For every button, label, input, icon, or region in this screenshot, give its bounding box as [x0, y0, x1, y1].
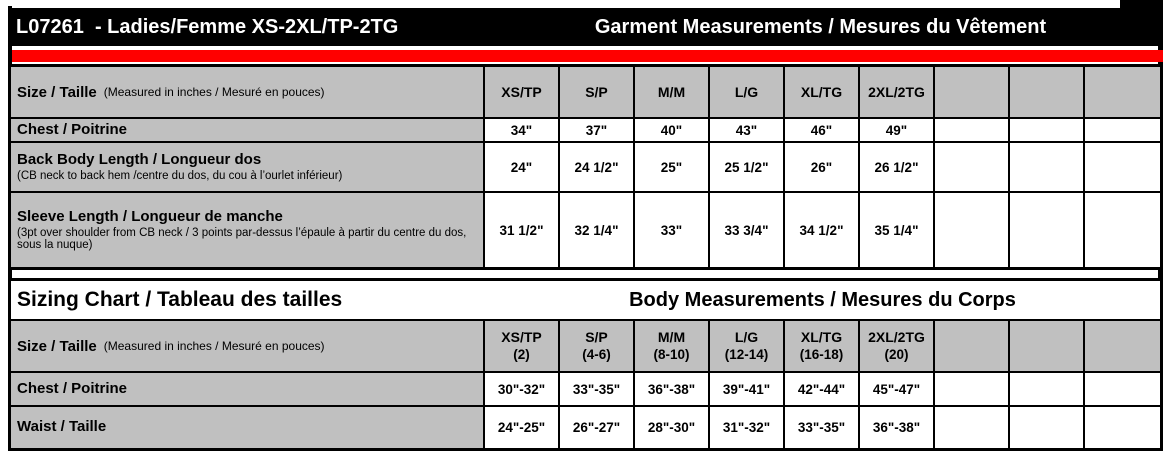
value-cell: 45"-47": [860, 373, 935, 407]
value-cell: 49": [860, 119, 935, 143]
row-label: Back Body Length / Longueur dos: [17, 151, 262, 169]
value-cell: 43": [710, 119, 785, 143]
row-label: Sleeve Length / Longueur de manche: [17, 207, 283, 225]
value-cell-empty: [1010, 119, 1085, 143]
size-header-note: (Measured in inches / Mesuré en pouces): [103, 339, 325, 353]
row-label-cell: [11, 119, 485, 143]
size-name: L/G: [734, 329, 759, 346]
row-label-cell: [11, 143, 485, 193]
size-col-header: L/G: [710, 67, 785, 119]
size-name: XS/TP: [501, 329, 542, 346]
row-label-cell: [11, 193, 485, 267]
value-cell: 24": [485, 143, 560, 193]
value-cell: 42"-44": [785, 373, 860, 407]
value-cell-empty: [935, 407, 1010, 448]
size-name: M/M: [657, 329, 686, 346]
size-col-header: [560, 321, 635, 373]
row-note: (CB neck to back hem /centre du dos, du cou à l’ourlet inférieur): [17, 169, 343, 182]
red-divider-stripe: [12, 50, 1163, 62]
body-measurements-title: Body Measurements / Mesures du Corps: [629, 288, 1016, 311]
value-cell: 46": [785, 119, 860, 143]
value-cell: 25": [635, 143, 710, 193]
value-cell: 33"-35": [785, 407, 860, 448]
value-cell-empty: [1085, 193, 1160, 267]
size-header-note: (Measured in inches / Mesuré en pouces): [103, 85, 325, 99]
size-col-header: S/P: [560, 67, 635, 119]
value-cell-empty: [1010, 143, 1085, 193]
size-col-header: [710, 321, 785, 373]
value-cell: 34 1/2": [785, 193, 860, 267]
product-header-bar: [8, 8, 1163, 46]
size-header-label-cell: [11, 67, 485, 119]
body-measurements-table: [8, 278, 1163, 451]
value-cell: 32 1/4": [560, 193, 635, 267]
size-header-label-cell: [11, 321, 485, 373]
value-cell: 26"-27": [560, 407, 635, 448]
row-label: Chest / Poitrine: [17, 379, 128, 397]
value-cell: 35 1/4": [860, 193, 935, 267]
sizing-chart-title-row: [11, 281, 1160, 321]
value-cell-empty: [935, 373, 1010, 407]
value-cell-empty: [1085, 373, 1160, 407]
value-cell-empty: [1010, 373, 1085, 407]
size-header-label: Size / Taille: [17, 337, 97, 355]
garment-measurements-title: Garment Measurements / Mesures du Vêtement: [594, 15, 1047, 38]
value-cell: 33"-35": [560, 373, 635, 407]
size-col-header-empty: [935, 67, 1010, 119]
value-cell: 37": [560, 119, 635, 143]
row-label: Waist / Taille: [17, 418, 107, 436]
size-col-header: [860, 321, 935, 373]
size-name: 2XL/2TG: [868, 329, 925, 346]
size-col-header: M/M: [635, 67, 710, 119]
size-col-header: [785, 321, 860, 373]
value-cell-empty: [1010, 407, 1085, 448]
value-cell: 31 1/2": [485, 193, 560, 267]
size-range: (8-10): [653, 347, 690, 363]
value-cell: 28"-30": [635, 407, 710, 448]
body-table-grid: [11, 321, 1160, 448]
value-cell: 24"-25": [485, 407, 560, 448]
value-cell-empty: [1085, 119, 1160, 143]
row-label-cell: [11, 407, 485, 448]
size-col-header-empty: [1085, 67, 1160, 119]
value-cell: 33": [635, 193, 710, 267]
garment-measurements-table: [8, 64, 1163, 270]
value-cell: 40": [635, 119, 710, 143]
size-range: (2): [513, 347, 530, 363]
sizing-chart-title: Sizing Chart / Tableau des tailles: [17, 288, 343, 311]
product-code-title: L07261 - Ladies/Femme XS-2XL/TP-2TG: [16, 15, 399, 38]
size-name: XL/TG: [800, 329, 843, 346]
size-col-header: XS/TP: [485, 67, 560, 119]
value-cell: 39"-41": [710, 373, 785, 407]
size-range: (4-6): [582, 347, 611, 363]
value-cell-empty: [1010, 193, 1085, 267]
value-cell: 31"-32": [710, 407, 785, 448]
size-col-header: XL/TG: [785, 67, 860, 119]
size-col-header: [635, 321, 710, 373]
garment-table-grid: [11, 67, 1160, 267]
value-cell-empty: [935, 193, 1010, 267]
size-col-header-empty: [1010, 67, 1085, 119]
value-cell: 36"-38": [860, 407, 935, 448]
size-range: (16-18): [799, 347, 844, 363]
value-cell: 26 1/2": [860, 143, 935, 193]
size-col-header: 2XL/2TG: [860, 67, 935, 119]
size-col-header-empty: [1085, 321, 1160, 373]
value-cell-empty: [1085, 143, 1160, 193]
size-name: S/P: [585, 329, 608, 346]
size-range: (20): [884, 347, 909, 363]
value-cell-empty: [935, 143, 1010, 193]
size-col-header-empty: [1010, 321, 1085, 373]
size-header-label: Size / Taille: [17, 83, 97, 101]
value-cell: 33 3/4": [710, 193, 785, 267]
value-cell: 36"-38": [635, 373, 710, 407]
value-cell: 30"-32": [485, 373, 560, 407]
row-label: Chest / Poitrine: [17, 120, 128, 138]
row-note: (3pt over shoulder from CB neck / 3 points par-dessus l’épaule à partir du centre du dos, sous la nuque): [17, 226, 467, 252]
size-range: (12-14): [724, 347, 769, 363]
value-cell-empty: [935, 119, 1010, 143]
size-col-header: [485, 321, 560, 373]
value-cell: 25 1/2": [710, 143, 785, 193]
value-cell: 34": [485, 119, 560, 143]
value-cell: 26": [785, 143, 860, 193]
value-cell: 24 1/2": [560, 143, 635, 193]
size-col-header-empty: [935, 321, 1010, 373]
row-label-cell: [11, 373, 485, 407]
value-cell-empty: [1085, 407, 1160, 448]
